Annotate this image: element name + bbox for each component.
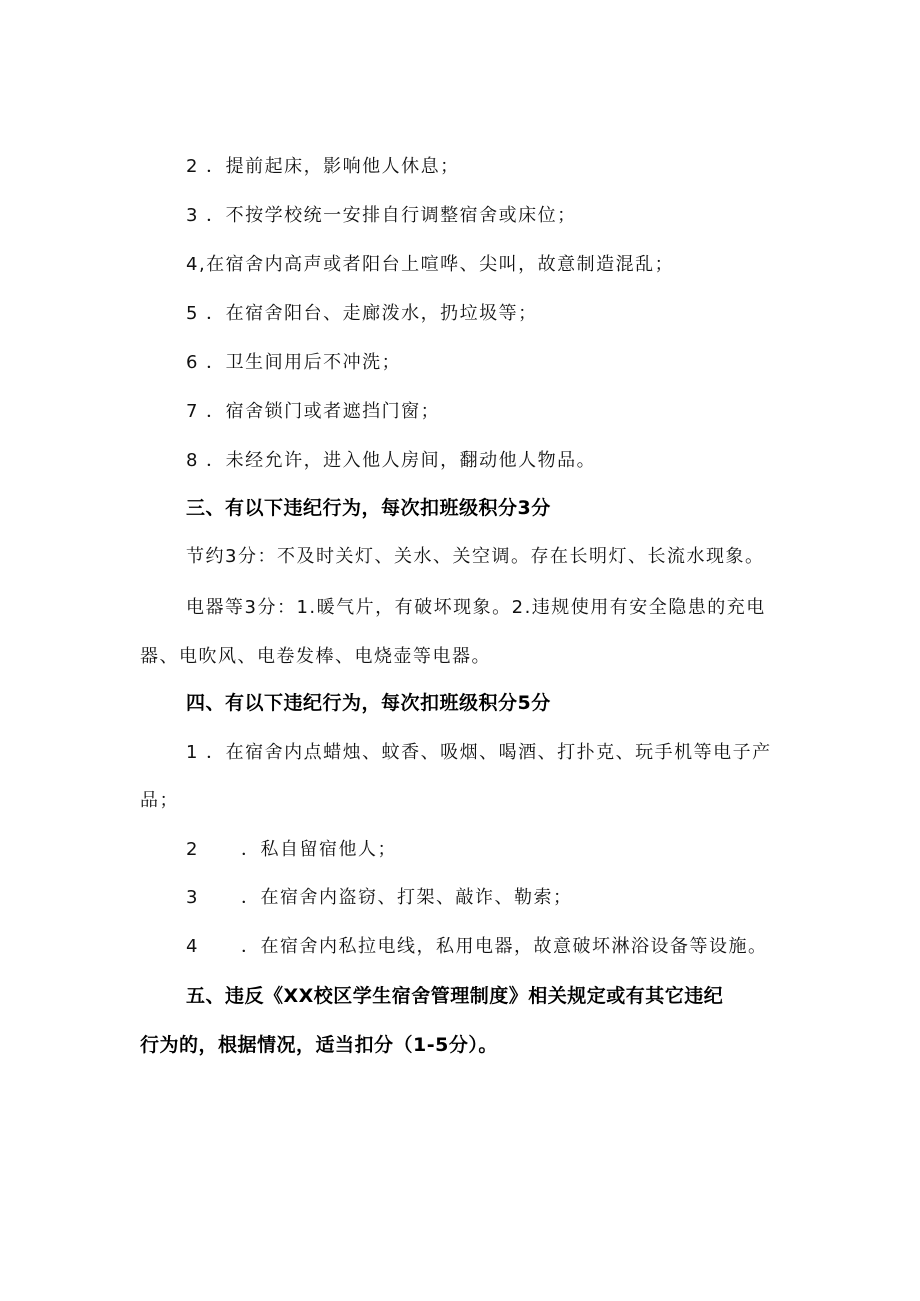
list-item — [186, 838, 397, 862]
item-text: ．在宿舍内私拉电线，私用电器，故意破坏淋浴设备等设施。 — [240, 936, 768, 957]
list-item — [186, 886, 572, 910]
list-item: 2 ．提前起床，影响他人休息； — [186, 156, 460, 177]
item-number: 2 — [186, 839, 199, 860]
section-heading-five: 五、违反《XX校区学生宿舍管理制度》相关规定或有其它违纪 — [186, 985, 724, 1007]
item-text: ．在宿舍内盗窃、打架、敲诈、勒索； — [240, 887, 573, 908]
list-item: 7 ．宿舍锁门或者遮挡门窗； — [186, 401, 441, 422]
section-heading-four: 四、有以下违纪行为，每次扣班级积分5分 — [186, 692, 551, 714]
item-number: 4 — [186, 936, 199, 957]
section-heading-three: 三、有以下违纪行为，每次扣班级积分3分 — [186, 497, 551, 519]
list-item-cont: 品； — [140, 790, 179, 811]
item-text: ．私自留宿他人； — [240, 839, 397, 860]
item-number: 3 — [186, 887, 199, 908]
section-heading-five-cont: 行为的，根据情况，适当扣分（1-5分）。 — [140, 1034, 498, 1056]
paragraph-appliances-cont: 器、电吹风、电卷发棒、电烧壶等电器。 — [140, 646, 491, 667]
list-item — [186, 935, 767, 959]
list-item: 3 ．不按学校统一安排自行调整宿舍或床位； — [186, 205, 577, 226]
list-item: 4,在宿舍内高声或者阳台上喧哗、尖叫，故意制造混乱； — [186, 254, 675, 275]
list-item: 5 ．在宿舍阳台、走廊泼水，扔垃圾等； — [186, 303, 538, 324]
paragraph-saving: 节约3分：不及时关灯、关水、关空调。存在长明灯、长流水现象。 — [186, 546, 765, 567]
paragraph-appliances: 电器等3分：1.暖气片，有破坏现象。2.违规使用有安全隐患的充电 — [186, 597, 766, 618]
list-item: 6 ．卫生间用后不冲洗； — [186, 352, 402, 373]
list-item: 8 ．未经允许，进入他人房间，翻动他人物品。 — [186, 450, 597, 471]
list-item: 1 ．在宿舍内点蜡烛、蚊香、吸烟、喝酒、打扑克、玩手机等电子产 — [186, 742, 772, 763]
